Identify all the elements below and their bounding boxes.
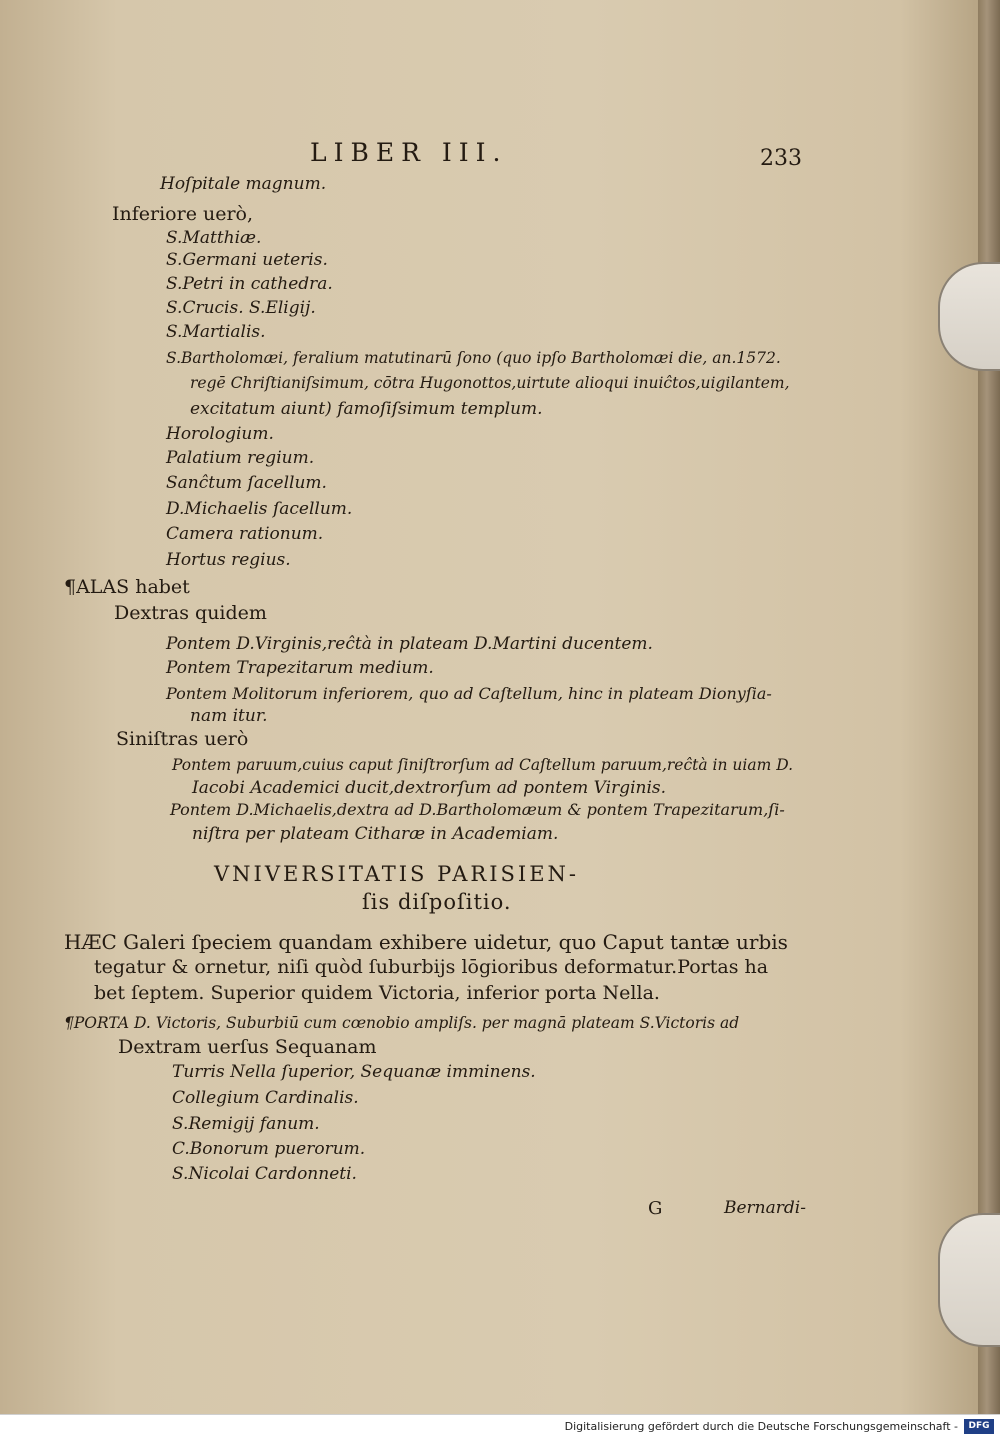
text-line: Horologium. — [166, 424, 274, 444]
text-line: Pontem paruum,cuius caput ſiniſtrorſum ad Caſtellum paruum,reĉtà in uiam D. — [172, 756, 794, 774]
text-line: Pontem D.Virginis,reĉtà in plateam D.Martini ducentem. — [166, 634, 653, 654]
text-line: C.Bonorum puerorum. — [172, 1139, 366, 1159]
text-line: tegatur & ornetur, niſi quòd ſuburbijs lōgioribus deformatur.Portas ha — [94, 956, 769, 978]
section-heading: ¶ALAS habet — [64, 576, 190, 598]
text-line: regē Chriſtianiſsimum, cōtra Hugonottos,uirtute alioqui inuiĉtos,uigilantem, — [190, 374, 790, 392]
text-line: Siniſtras uerò — [116, 728, 249, 750]
text-line: HÆC Galeri ſpeciem quandam exhibere uidetur, quo Caput tantæ urbis — [64, 930, 788, 954]
text-line: Pontem Trapezitarum medium. — [166, 658, 434, 678]
footer-credit: Digitalisierung gefördert durch die Deutsche Forschungsgemeinschaft - — [564, 1420, 958, 1433]
text-line: S.Nicolai Cardonneti. — [172, 1164, 357, 1184]
page-clip-bottom — [938, 1213, 1000, 1347]
text-line: Dextram uerſus Sequanam — [118, 1036, 377, 1058]
text-line: Palatium regium. — [166, 448, 315, 468]
text-line: Hoſpitale magnum. — [160, 174, 327, 194]
text-line: ¶PORTA D. Victoris, Suburbiū cum cœnobio ampliſs. per magnā plateam S.Victoris ad — [64, 1014, 740, 1032]
text-line: Hortus regius. — [166, 550, 291, 570]
text-line: Iacobi Academici ducit,dextrorſum ad pontem Virginis. — [192, 778, 667, 798]
text-line: S.Bartholomæi, feralium matutinarū ſono (quo ipſo Bartholomæi die, an.1572. — [166, 349, 781, 367]
text-line: Collegium Cardinalis. — [172, 1088, 359, 1108]
text-line: Sanĉtum ſacellum. — [166, 473, 327, 493]
text-line: S.Martialis. — [166, 322, 266, 342]
page-number: 233 — [760, 146, 802, 171]
text-line: Pontem D.Michaelis,dextra ad D.Bartholomæum & pontem Trapezitarum,ſi- — [170, 800, 785, 819]
page-clip-top — [938, 262, 1000, 371]
text-line: niſtra per plateam Citharæ in Academiam. — [192, 824, 559, 844]
text-line: Dextras quidem — [114, 602, 267, 624]
text-line: S.Matthiæ. — [166, 228, 262, 248]
text-line: Camera rationum. — [166, 524, 324, 544]
text-line: S.Crucis. S.Eligij. — [166, 298, 316, 318]
page-edge — [978, 0, 1000, 1414]
text-line: Turris Nella ſuperior, Sequanæ imminens. — [172, 1062, 536, 1082]
signature-mark: G — [648, 1198, 663, 1219]
text-line: nam itur. — [190, 706, 268, 726]
text-line: S.Germani ueteris. — [166, 250, 328, 270]
text-line: D.Michaelis ſacellum. — [166, 499, 353, 519]
catchword: Bernardi- — [724, 1198, 806, 1218]
text-line: Inferiore uerò, — [112, 203, 254, 225]
dfg-logo-icon: DFG — [964, 1419, 994, 1434]
digitization-footer — [0, 1414, 1000, 1440]
section-title: ſis diſpoſitio. — [362, 890, 512, 914]
text-line: Pontem Molitorum inferiorem, quo ad Caſtellum, hinc in plateam Dionyſia- — [166, 684, 772, 703]
running-title: LIBER III. — [310, 138, 508, 167]
section-title: VNIVERSITATIS PARISIEN- — [214, 862, 580, 886]
text-line: S.Remigij fanum. — [172, 1114, 320, 1134]
text-line: bet ſeptem. Superior quidem Victoria, inferior porta Nella. — [94, 982, 660, 1004]
text-line: excitatum aiunt) famoſiſsimum templum. — [190, 399, 543, 419]
text-line: S.Petri in cathedra. — [166, 274, 333, 294]
